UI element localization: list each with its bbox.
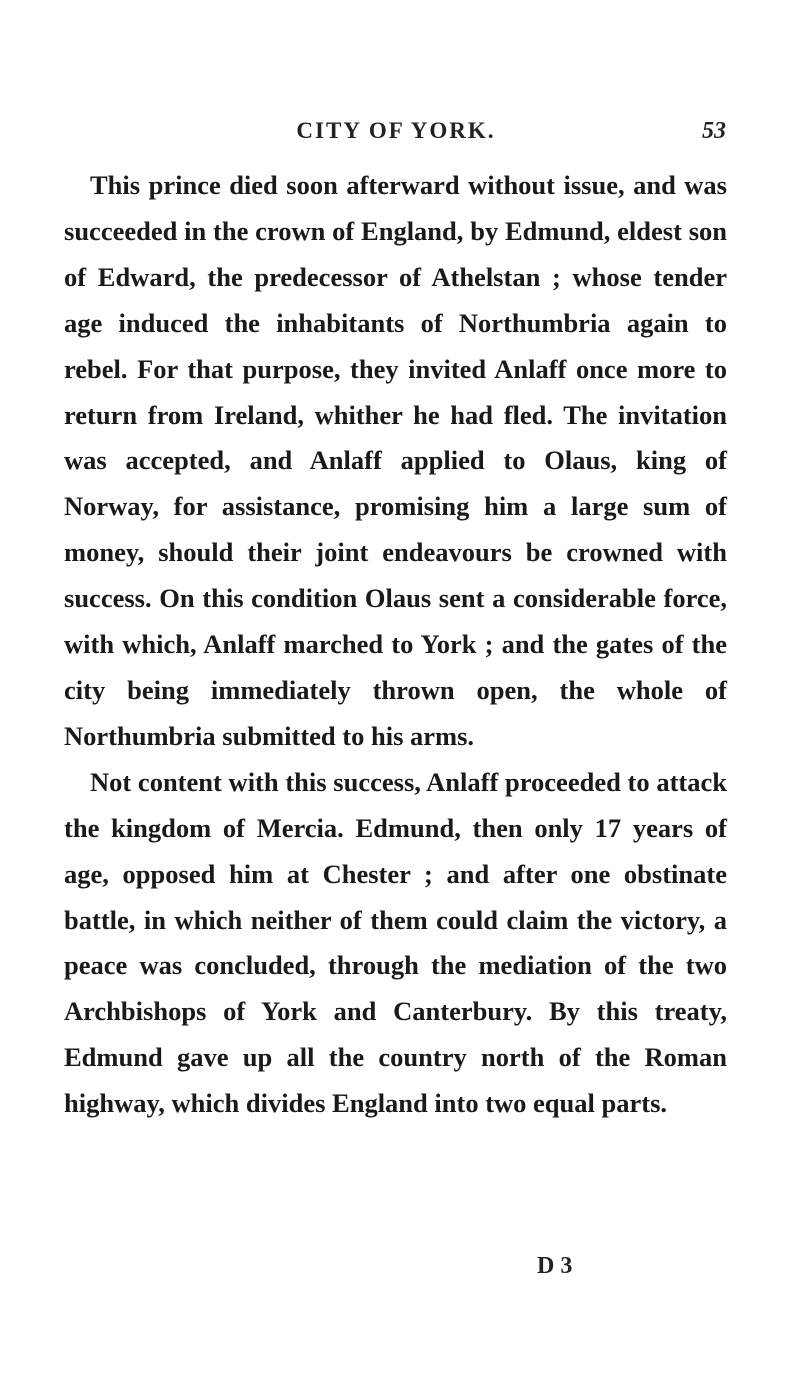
paragraph: Not content with this success, Anlaff proceeded to attack the kingdom of Mercia. Edmund, then only 17 years of age, opposed him at Chester ; and after one obstinate battle, in which neither of them could claim the victory, a peace was concluded, through the mediation of the two Archbishops of York and Canterbury. By this treaty, Edmund gave up all the country north of the Roman highway, which divides England into two equal parts.: [64, 766, 727, 1119]
signature-mark: D 3: [537, 1253, 573, 1279]
page-number: 53: [702, 118, 726, 144]
paragraph: This prince died soon afterward without issue, and was succeeded in the crown of England, by Edmund, eldest son of Edward, the predecessor of Athelstan ; whose tender age induced the inhabitants of Northumbria again to rebel. For that purpose, they invited Anlaff once more to return from Ireland, whither he had fled. The invitation was accepted, and Anlaff applied to Olaus, king of Norway, for assistance, promising him a large sum of money, should their joint endeavours be crowned with success. On this condition Olaus sent a considerable force, with which, Anlaff marched to York ; and the gates of the city being immediately thrown open, the whole of Northumbria submitted to his arms.: [64, 170, 727, 751]
running-head: [66, 118, 726, 158]
body-text: [64, 163, 727, 1127]
running-title: CITY OF YORK.: [296, 118, 496, 143]
